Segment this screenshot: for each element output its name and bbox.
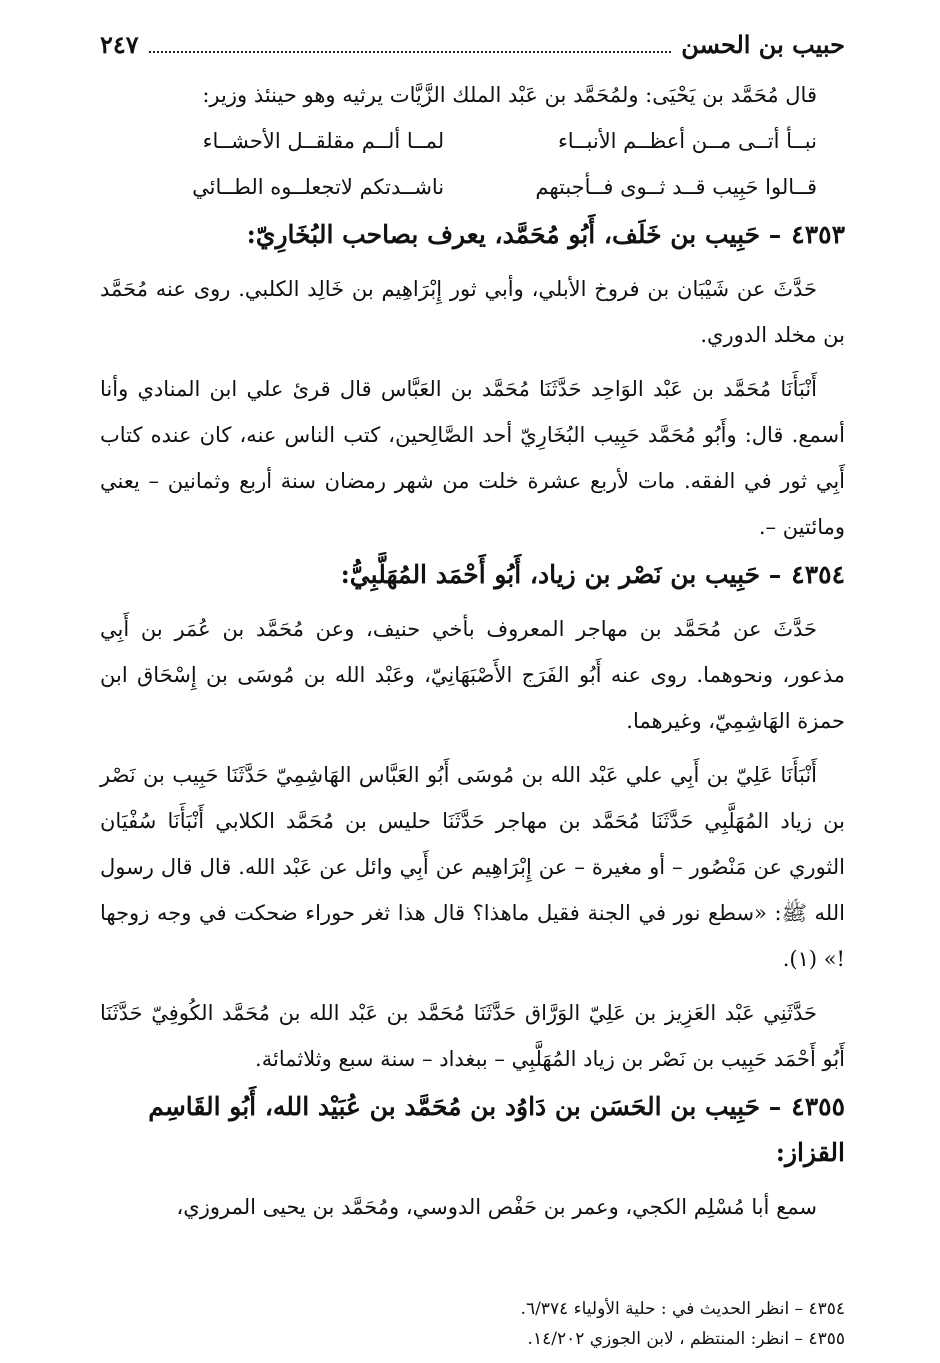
- verse-hemistich: قــالوا حَبِيب قــد ثــوى فــأجبتهم: [535, 175, 817, 199]
- verse-hemistich: نبــأ أتــى مــن أعظــم الأنبــاء: [557, 129, 817, 153]
- entry-number: ٤٣٥٥: [791, 1092, 845, 1121]
- entry-paragraph: حَدَّثَ عن مُحَمَّد بن مهاجر المعروف بأخي حنيف، وعن مُحَمَّد بن عُمَر بن أَبِي مذعور، ونحوهما. روى عنه أَبُو الفَرَج الأَصْبَهَانِيّ، وعَبْد الله بن مُوسَى بن إِسْحَاق ابن حمزة الهَاشِمِيّ، وغيرهما.: [100, 617, 845, 733]
- verse-hemistich: لمــا ألــم مقلقــل الأحشــاء: [202, 129, 445, 153]
- entry-heading: [100, 1084, 845, 1176]
- entry-title: – حَبِيب بن خَلَف، أَبُو مُحَمَّد، يعرف بصاحب البُخَارِيّ:: [246, 220, 782, 249]
- footnotes: [100, 1294, 845, 1354]
- entry-heading: [100, 552, 845, 598]
- running-header: [100, 30, 845, 72]
- verse-hemistich: ناشــدتكم لاتجعلــوه الطــائي: [192, 175, 445, 199]
- entry-title: – حَبِيب بن الحَسَن بن دَاوُد بن مُحَمَّد بن عُبَيْد الله، أَبُو القَاسِم القزاز:: [148, 1092, 845, 1167]
- verse-line: [100, 164, 845, 210]
- entry-number: ٤٣٥٣: [791, 220, 845, 249]
- footnote: ٤٣٥٤ – انظر الحديث في : حلية الأولياء ٦/٣٧٤.: [520, 1299, 845, 1319]
- intro-line: قال مُحَمَّد بن يَحْيَى: ولمُحَمَّد بن عَبْد الملك الزَّيَّات يرثيه وهو حينئذ وزير:: [202, 83, 817, 107]
- book-page: [100, 30, 845, 1354]
- entry-paragraph: أَنْبَأَنَا عَلِيّ بن أَبِي علي عَبْد الله بن مُوسَى أَبُو العَبَّاس الهَاشِمِيّ حَدَّثَنَا حَبِيب بن نَصْر بن زياد المُهَلَّبِي حَدَّثَنَا مُحَمَّد بن مهاجر حَدَّثَنَا حليس بن مُحَمَّد الكلابي أَنْبَأَنَا سُفْيَان الثوري عن مَنْصُور – أو مغيرة – عن إِبْرَاهِيم عن أَبِي وائل عن عَبْد الله. قال قال رسول الله ﷺ: «سطع نور في الجنة فقيل ماهذا؟ قال هذا ثغر حوراء ضحكت في وجه زوجها !» (١).: [100, 763, 845, 971]
- entry-paragraph: أَنْبَأَنَا مُحَمَّد بن عَبْد الوَاحِد حَدَّثَنَا مُحَمَّد بن العَبَّاس قال قرئ علي ابن المنادي وأنا أسمع. قال: وأَبُو مُحَمَّد حَبِيب البُخَارِيّ أحد الصَّالِحين، كتب الناس عنه، كان عنده كتاب أَبِي ثور في الفقه. مات لأربع عشرة خلت من شهر رمضان سنة أربع وثمانين – يعني ومائتين –.: [100, 377, 845, 539]
- entry-number: ٤٣٥٤: [791, 560, 845, 589]
- entry-paragraph: حَدَّثَنِي عَبْد العَزِيز بن عَلِيّ الوَرَّاق حَدَّثَنَا مُحَمَّد بن عَبْد الله بن مُحَمَّد الكُوفِيّ حَدَّثَنَا أَبُو أَحْمَد حَبِيب بن نَصْر بن زياد المُهَلَّبِي – ببغداد – سنة سبع وثلاثمائة.: [100, 1001, 845, 1071]
- footnote: ٤٣٥٥ – انظر: المنتظم ، لابن الجوزي ١٤/٢٠٢.: [527, 1329, 845, 1349]
- entry-heading: [100, 212, 845, 258]
- entry-paragraph: سمع أبا مُسْلِم الكجي، وعمر بن حَفْص الدوسي، ومُحَمَّد بن يحيى المروزي،: [176, 1195, 817, 1219]
- leader-dots: [149, 43, 672, 53]
- page-number: ٢٤٧: [100, 30, 139, 59]
- verse-line: [100, 118, 845, 164]
- running-title: حبيب بن الحسن: [681, 30, 845, 59]
- entry-paragraph: حَدَّثَ عن شَيْبَان بن فروخ الأبلي، وأبي ثور إِبْرَاهِيم بن خَالِد الكلبي. روى عنه مُحَمَّد بن مخلد الدوري.: [100, 277, 845, 347]
- entry-title: – حَبِيب بن نَصْر بن زياد، أَبُو أَحْمَد المُهَلَّبِيُّ:: [340, 560, 782, 589]
